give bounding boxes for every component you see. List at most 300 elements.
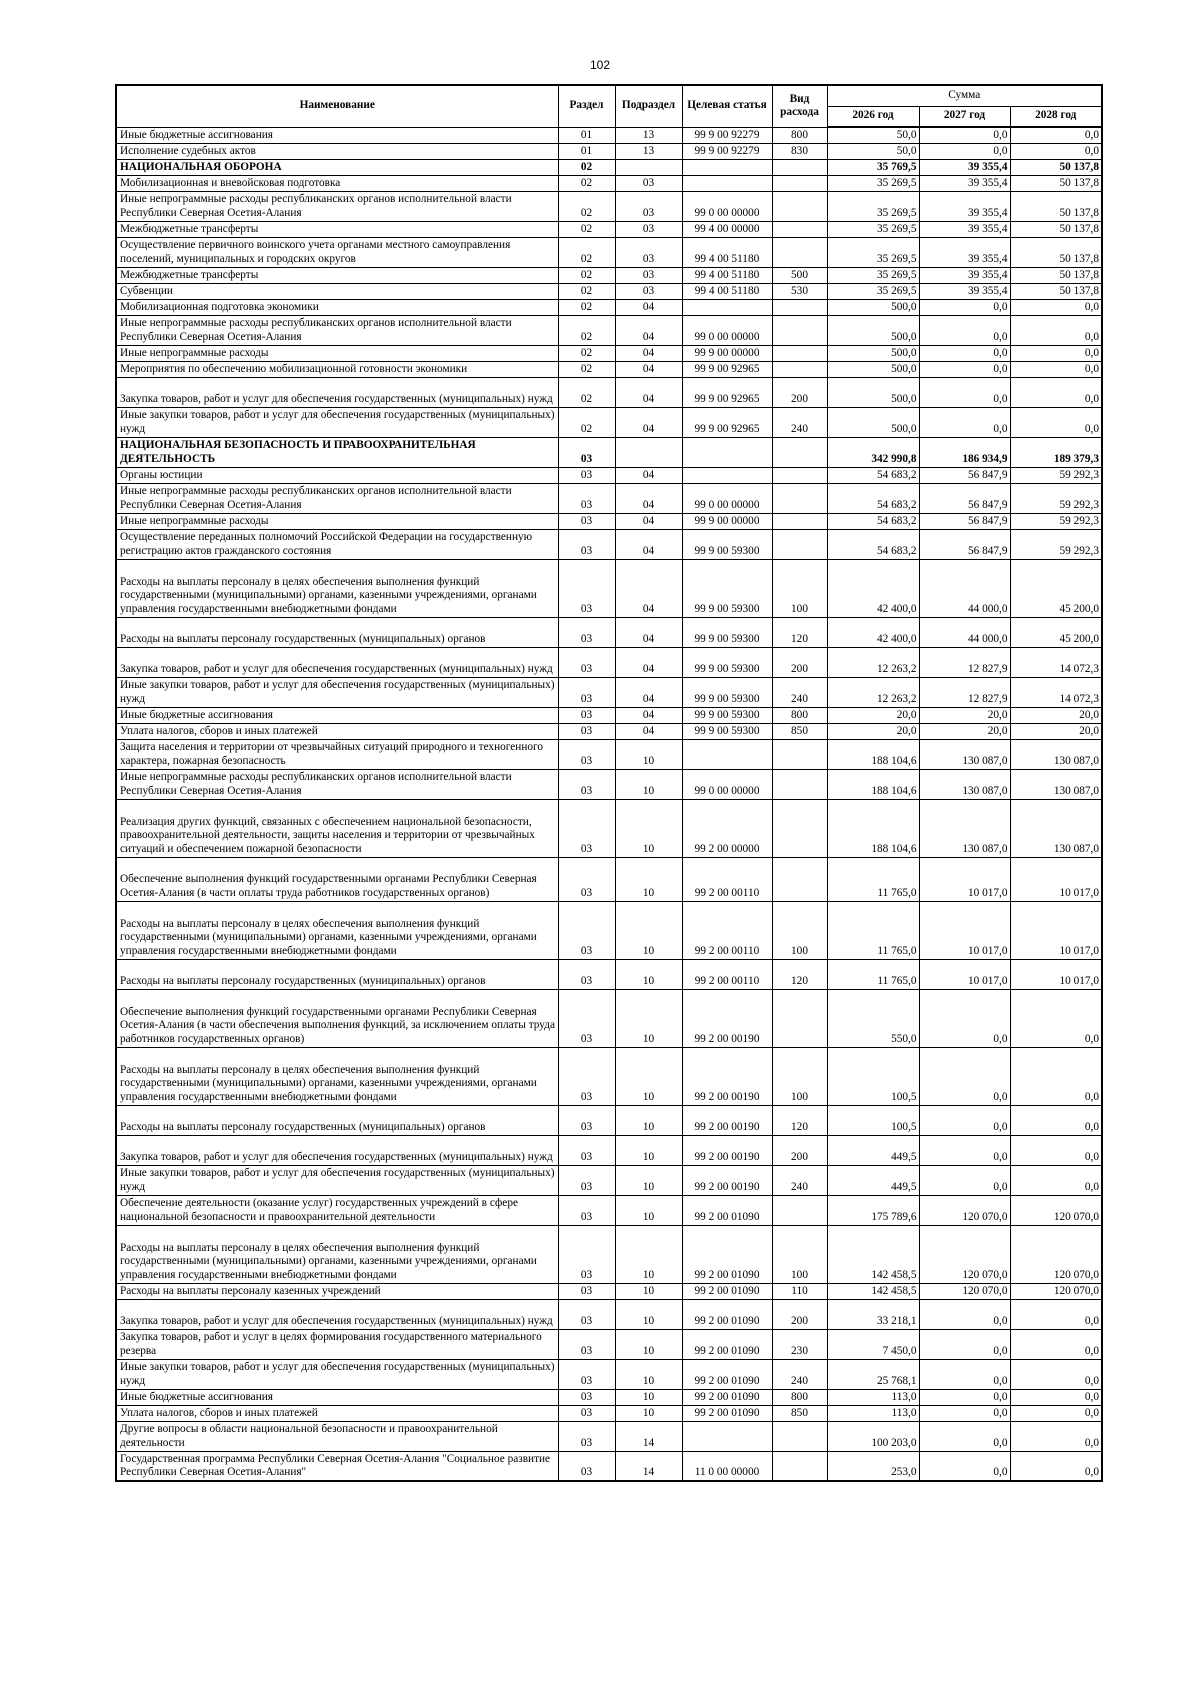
- row-target-article: 99 2 00 00190: [682, 989, 772, 1047]
- row-expense-type: 240: [772, 1165, 827, 1195]
- row-amount-2028: 189 379,3: [1010, 437, 1102, 467]
- row-amount-2027: 0,0: [919, 1165, 1010, 1195]
- row-name: Иные бюджетные ассигнования: [116, 1389, 558, 1405]
- row-amount-2028: 59 292,3: [1010, 529, 1102, 559]
- row-target-article: 99 9 00 92279: [682, 143, 772, 159]
- row-section: 02: [558, 283, 615, 299]
- row-amount-2028: 59 292,3: [1010, 513, 1102, 529]
- table-row: [116, 707, 1102, 723]
- row-target-article: 99 2 00 00110: [682, 901, 772, 959]
- row-amount-2027: 0,0: [919, 1359, 1010, 1389]
- row-section: 03: [558, 1421, 615, 1451]
- row-amount-2026: 54 683,2: [827, 467, 919, 483]
- row-amount-2027: 0,0: [919, 1047, 1010, 1105]
- table-row: [116, 617, 1102, 647]
- page-number: 102: [589, 58, 611, 72]
- table-row: [116, 437, 1102, 467]
- row-name: Обеспечение деятельности (оказание услуг) государственных учреждений в сфере национальной безопасности и правоохранительной деятельности: [116, 1195, 558, 1225]
- row-section: 03: [558, 799, 615, 857]
- table-row: [116, 143, 1102, 159]
- row-target-article: 99 2 00 00190: [682, 1047, 772, 1105]
- row-amount-2026: 500,0: [827, 299, 919, 315]
- row-section: 02: [558, 175, 615, 191]
- row-section: 01: [558, 127, 615, 143]
- row-name: Иные непрограммные расходы республиканских органов исполнительной власти Республики Северная Осетия-Алания: [116, 769, 558, 799]
- row-target-article: [682, 467, 772, 483]
- row-amount-2027: 39 355,4: [919, 175, 1010, 191]
- row-amount-2027: 0,0: [919, 1105, 1010, 1135]
- row-subsection: 10: [615, 1165, 682, 1195]
- row-name: Иные бюджетные ассигнования: [116, 707, 558, 723]
- row-subsection: 04: [615, 483, 682, 513]
- row-expense-type: [772, 221, 827, 237]
- table-row: [116, 361, 1102, 377]
- row-amount-2026: 342 990,8: [827, 437, 919, 467]
- row-name: Защита населения и территории от чрезвычайных ситуаций природного и техногенного характера, пожарная безопасность: [116, 739, 558, 769]
- row-amount-2026: 188 104,6: [827, 739, 919, 769]
- row-subsection: 03: [615, 191, 682, 221]
- row-expense-type: 800: [772, 127, 827, 143]
- row-name: Расходы на выплаты персоналу в целях обеспечения выполнения функций государственными (муниципальными) органами, казенными учреждениями, органами управления государственными внебюджетными фондами: [116, 1225, 558, 1283]
- row-section: 03: [558, 437, 615, 467]
- row-section: 03: [558, 723, 615, 739]
- row-expense-type: [772, 191, 827, 221]
- row-name: Расходы на выплаты персоналу в целях обеспечения выполнения функций государственными (муниципальными) органами, казенными учреждениями, органами управления государственными внебюджетными фондами: [116, 559, 558, 617]
- row-subsection: 10: [615, 769, 682, 799]
- row-expense-type: 120: [772, 959, 827, 989]
- row-section: 02: [558, 221, 615, 237]
- row-amount-2026: 20,0: [827, 723, 919, 739]
- row-amount-2026: 33 218,1: [827, 1299, 919, 1329]
- row-section: 03: [558, 769, 615, 799]
- row-expense-type: 500: [772, 267, 827, 283]
- row-amount-2026: 42 400,0: [827, 559, 919, 617]
- row-section: 03: [558, 1105, 615, 1135]
- table-row: [116, 1283, 1102, 1299]
- table-row: [116, 483, 1102, 513]
- row-amount-2028: 120 070,0: [1010, 1283, 1102, 1299]
- row-name: Расходы на выплаты персоналу в целях обеспечения выполнения функций государственными (муниципальными) органами, казенными учреждениями, органами управления государственными внебюджетными фондами: [116, 1047, 558, 1105]
- row-target-article: 99 9 00 92279: [682, 127, 772, 143]
- header-year-2027: 2027 год: [919, 106, 1010, 127]
- row-expense-type: [772, 159, 827, 175]
- row-section: 03: [558, 1299, 615, 1329]
- row-amount-2028: 0,0: [1010, 345, 1102, 361]
- table-row: [116, 1451, 1102, 1481]
- row-amount-2028: 130 087,0: [1010, 739, 1102, 769]
- row-amount-2028: 50 137,8: [1010, 221, 1102, 237]
- row-amount-2027: 20,0: [919, 723, 1010, 739]
- row-expense-type: [772, 1451, 827, 1481]
- table-row: [116, 377, 1102, 407]
- row-amount-2026: 12 263,2: [827, 677, 919, 707]
- row-section: 03: [558, 647, 615, 677]
- row-expense-type: [772, 437, 827, 467]
- table-row: [116, 1225, 1102, 1283]
- row-amount-2027: 0,0: [919, 989, 1010, 1047]
- row-amount-2028: 45 200,0: [1010, 617, 1102, 647]
- row-amount-2028: 45 200,0: [1010, 559, 1102, 617]
- row-subsection: 10: [615, 1329, 682, 1359]
- row-target-article: 99 9 00 59300: [682, 559, 772, 617]
- row-expense-type: [772, 361, 827, 377]
- row-amount-2027: 0,0: [919, 143, 1010, 159]
- row-amount-2026: 500,0: [827, 377, 919, 407]
- row-amount-2028: 0,0: [1010, 1329, 1102, 1359]
- row-subsection: 10: [615, 1047, 682, 1105]
- row-amount-2026: 113,0: [827, 1405, 919, 1421]
- row-amount-2027: 130 087,0: [919, 769, 1010, 799]
- row-amount-2027: 120 070,0: [919, 1283, 1010, 1299]
- row-target-article: 99 0 00 00000: [682, 191, 772, 221]
- table-row: [116, 959, 1102, 989]
- row-subsection: 10: [615, 1195, 682, 1225]
- row-section: 03: [558, 559, 615, 617]
- row-amount-2028: 0,0: [1010, 1451, 1102, 1481]
- row-amount-2027: 12 827,9: [919, 677, 1010, 707]
- row-amount-2028: 14 072,3: [1010, 647, 1102, 677]
- row-section: 03: [558, 959, 615, 989]
- row-amount-2027: 130 087,0: [919, 799, 1010, 857]
- row-expense-type: [772, 529, 827, 559]
- row-target-article: 99 4 00 00000: [682, 221, 772, 237]
- row-amount-2028: 0,0: [1010, 407, 1102, 437]
- row-amount-2027: 39 355,4: [919, 221, 1010, 237]
- row-expense-type: 100: [772, 1047, 827, 1105]
- row-subsection: 10: [615, 901, 682, 959]
- header-year-2028: 2028 год: [1010, 106, 1102, 127]
- row-name: Иные закупки товаров, работ и услуг для обеспечения государственных (муниципальных) нужд: [116, 1359, 558, 1389]
- row-amount-2028: 50 137,8: [1010, 175, 1102, 191]
- row-expense-type: [772, 1421, 827, 1451]
- row-amount-2028: 59 292,3: [1010, 483, 1102, 513]
- row-amount-2027: 120 070,0: [919, 1195, 1010, 1225]
- row-section: 03: [558, 677, 615, 707]
- row-subsection: 10: [615, 1135, 682, 1165]
- table-body: [116, 127, 1102, 1481]
- row-target-article: 99 2 00 01090: [682, 1405, 772, 1421]
- row-amount-2026: 500,0: [827, 345, 919, 361]
- table-row: [116, 191, 1102, 221]
- row-subsection: 04: [615, 617, 682, 647]
- row-section: 03: [558, 1283, 615, 1299]
- row-expense-type: 240: [772, 407, 827, 437]
- row-name: Осуществление переданных полномочий Российской Федерации на государственную регистрацию актов гражданского состояния: [116, 529, 558, 559]
- row-name: Иные закупки товаров, работ и услуг для обеспечения государственных (муниципальных) нужд: [116, 407, 558, 437]
- row-section: 03: [558, 1165, 615, 1195]
- table-row: [116, 1195, 1102, 1225]
- row-name: Расходы на выплаты персоналу казенных учреждений: [116, 1283, 558, 1299]
- row-section: 03: [558, 901, 615, 959]
- row-section: 02: [558, 159, 615, 175]
- table-row: [116, 467, 1102, 483]
- row-subsection: 04: [615, 407, 682, 437]
- row-name: Государственная программа Республики Северная Осетия-Алания "Социальное развитие Республики Северная Осетия-Алания": [116, 1451, 558, 1481]
- table-row: [116, 739, 1102, 769]
- row-amount-2026: 35 269,5: [827, 191, 919, 221]
- row-amount-2026: 175 789,6: [827, 1195, 919, 1225]
- row-name: Закупка товаров, работ и услуг для обеспечения государственных (муниципальных) нужд: [116, 647, 558, 677]
- row-section: 03: [558, 1405, 615, 1421]
- row-amount-2028: 50 137,8: [1010, 283, 1102, 299]
- table-row: [116, 1405, 1102, 1421]
- table-row: [116, 559, 1102, 617]
- row-section: 03: [558, 1329, 615, 1359]
- row-amount-2026: 20,0: [827, 707, 919, 723]
- row-subsection: 10: [615, 989, 682, 1047]
- row-target-article: 99 2 00 00110: [682, 857, 772, 901]
- row-expense-type: 100: [772, 559, 827, 617]
- row-name: Уплата налогов, сборов и иных платежей: [116, 1405, 558, 1421]
- row-target-article: 11 0 00 00000: [682, 1451, 772, 1481]
- row-subsection: 14: [615, 1451, 682, 1481]
- row-amount-2026: 12 263,2: [827, 647, 919, 677]
- row-name: Иные непрограммные расходы республиканских органов исполнительной власти Республики Северная Осетия-Алания: [116, 483, 558, 513]
- row-name: Мобилизационная подготовка экономики: [116, 299, 558, 315]
- row-section: 03: [558, 617, 615, 647]
- row-amount-2026: 35 769,5: [827, 159, 919, 175]
- row-amount-2028: 0,0: [1010, 1421, 1102, 1451]
- row-expense-type: [772, 769, 827, 799]
- row-amount-2026: 50,0: [827, 143, 919, 159]
- row-subsection: 03: [615, 237, 682, 267]
- row-amount-2026: 142 458,5: [827, 1283, 919, 1299]
- row-target-article: [682, 299, 772, 315]
- header-subsection: Подраздел: [615, 85, 682, 127]
- row-section: 02: [558, 299, 615, 315]
- row-name: Субвенции: [116, 283, 558, 299]
- row-expense-type: 120: [772, 617, 827, 647]
- row-amount-2028: 0,0: [1010, 1047, 1102, 1105]
- row-name: Закупка товаров, работ и услуг для обеспечения государственных (муниципальных) нужд: [116, 1135, 558, 1165]
- row-amount-2027: 56 847,9: [919, 467, 1010, 483]
- row-amount-2026: 253,0: [827, 1451, 919, 1481]
- row-subsection: 04: [615, 345, 682, 361]
- row-expense-type: [772, 799, 827, 857]
- row-name: Иные закупки товаров, работ и услуг для обеспечения государственных (муниципальных) нужд: [116, 677, 558, 707]
- row-expense-type: 200: [772, 647, 827, 677]
- table-row: [116, 647, 1102, 677]
- row-target-article: 99 9 00 00000: [682, 345, 772, 361]
- row-subsection: [615, 159, 682, 175]
- row-subsection: 03: [615, 175, 682, 191]
- row-section: 01: [558, 143, 615, 159]
- row-expense-type: 830: [772, 143, 827, 159]
- budget-table: [115, 84, 1103, 1482]
- row-name: Расходы на выплаты персоналу в целях обеспечения выполнения функций государственными (муниципальными) органами, казенными учреждениями, органами управления государственными внебюджетными фондами: [116, 901, 558, 959]
- row-section: 03: [558, 707, 615, 723]
- row-amount-2026: 500,0: [827, 407, 919, 437]
- row-amount-2027: 0,0: [919, 127, 1010, 143]
- row-amount-2027: 39 355,4: [919, 159, 1010, 175]
- row-amount-2026: 54 683,2: [827, 483, 919, 513]
- table-row: [116, 299, 1102, 315]
- row-amount-2028: 0,0: [1010, 299, 1102, 315]
- row-target-article: [682, 1421, 772, 1451]
- row-section: 02: [558, 407, 615, 437]
- row-amount-2026: 50,0: [827, 127, 919, 143]
- row-target-article: 99 4 00 51180: [682, 267, 772, 283]
- row-section: 03: [558, 1047, 615, 1105]
- row-subsection: 03: [615, 283, 682, 299]
- row-section: 03: [558, 989, 615, 1047]
- row-expense-type: 230: [772, 1329, 827, 1359]
- row-amount-2026: 113,0: [827, 1389, 919, 1405]
- row-amount-2027: 0,0: [919, 315, 1010, 345]
- row-subsection: 10: [615, 959, 682, 989]
- row-amount-2027: 0,0: [919, 1451, 1010, 1481]
- row-expense-type: [772, 739, 827, 769]
- row-expense-type: [772, 989, 827, 1047]
- row-expense-type: 530: [772, 283, 827, 299]
- row-section: 03: [558, 1451, 615, 1481]
- row-amount-2026: 550,0: [827, 989, 919, 1047]
- row-subsection: 04: [615, 647, 682, 677]
- row-amount-2028: 0,0: [1010, 377, 1102, 407]
- row-amount-2026: 100 203,0: [827, 1421, 919, 1451]
- row-amount-2027: 44 000,0: [919, 617, 1010, 647]
- row-target-article: 99 2 00 01090: [682, 1225, 772, 1283]
- row-name: Иные непрограммные расходы: [116, 513, 558, 529]
- row-amount-2026: 35 269,5: [827, 267, 919, 283]
- table-row: [116, 221, 1102, 237]
- row-amount-2028: 0,0: [1010, 361, 1102, 377]
- row-name: Уплата налогов, сборов и иных платежей: [116, 723, 558, 739]
- table-row: [116, 1421, 1102, 1451]
- row-amount-2027: 0,0: [919, 299, 1010, 315]
- row-target-article: [682, 175, 772, 191]
- row-name: Закупка товаров, работ и услуг для обеспечения государственных (муниципальных) нужд: [116, 377, 558, 407]
- table-row: [116, 315, 1102, 345]
- table-row: [116, 799, 1102, 857]
- row-amount-2026: 11 765,0: [827, 959, 919, 989]
- row-section: 03: [558, 467, 615, 483]
- row-amount-2026: 54 683,2: [827, 529, 919, 559]
- row-target-article: 99 2 00 01090: [682, 1195, 772, 1225]
- table-row: [116, 529, 1102, 559]
- row-amount-2028: 50 137,8: [1010, 191, 1102, 221]
- row-amount-2028: 10 017,0: [1010, 901, 1102, 959]
- row-amount-2026: 42 400,0: [827, 617, 919, 647]
- row-amount-2028: 14 072,3: [1010, 677, 1102, 707]
- row-expense-type: 800: [772, 1389, 827, 1405]
- row-subsection: 04: [615, 467, 682, 483]
- row-subsection: 04: [615, 723, 682, 739]
- row-name: Исполнение судебных актов: [116, 143, 558, 159]
- row-section: 03: [558, 1389, 615, 1405]
- row-amount-2028: 0,0: [1010, 1105, 1102, 1135]
- row-target-article: 99 2 00 01090: [682, 1283, 772, 1299]
- row-amount-2028: 130 087,0: [1010, 799, 1102, 857]
- row-subsection: 14: [615, 1421, 682, 1451]
- header-section: Раздел: [558, 85, 615, 127]
- row-amount-2027: 0,0: [919, 1135, 1010, 1165]
- row-amount-2027: 44 000,0: [919, 559, 1010, 617]
- row-expense-type: [772, 345, 827, 361]
- row-amount-2027: 39 355,4: [919, 283, 1010, 299]
- row-expense-type: [772, 175, 827, 191]
- row-expense-type: 200: [772, 1135, 827, 1165]
- row-target-article: 99 2 00 01090: [682, 1329, 772, 1359]
- table-row: [116, 175, 1102, 191]
- row-expense-type: [772, 299, 827, 315]
- row-section: 03: [558, 739, 615, 769]
- row-name: Иные непрограммные расходы: [116, 345, 558, 361]
- row-amount-2028: 20,0: [1010, 707, 1102, 723]
- row-amount-2027: 10 017,0: [919, 857, 1010, 901]
- row-amount-2026: 7 450,0: [827, 1329, 919, 1359]
- row-name: Иные непрограммные расходы республиканских органов исполнительной власти Республики Северная Осетия-Алания: [116, 191, 558, 221]
- row-amount-2027: 39 355,4: [919, 191, 1010, 221]
- row-name: Обеспечение выполнения функций государственными органами Республики Северная Осетия-Алания (в части оплаты труда работников государственных органов): [116, 857, 558, 901]
- table-row: [116, 1389, 1102, 1405]
- row-amount-2028: 0,0: [1010, 1165, 1102, 1195]
- header-sum: Сумма: [827, 85, 1102, 106]
- row-section: 02: [558, 345, 615, 361]
- row-expense-type: [772, 237, 827, 267]
- row-subsection: [615, 437, 682, 467]
- row-subsection: 10: [615, 1299, 682, 1329]
- row-target-article: 99 0 00 00000: [682, 483, 772, 513]
- row-subsection: 04: [615, 707, 682, 723]
- row-amount-2028: 0,0: [1010, 1389, 1102, 1405]
- row-target-article: [682, 159, 772, 175]
- table-row: [116, 1105, 1102, 1135]
- row-subsection: 10: [615, 1225, 682, 1283]
- row-amount-2027: 0,0: [919, 1421, 1010, 1451]
- row-amount-2027: 0,0: [919, 1405, 1010, 1421]
- row-target-article: 99 2 00 01090: [682, 1299, 772, 1329]
- row-amount-2028: 10 017,0: [1010, 959, 1102, 989]
- row-amount-2026: 35 269,5: [827, 221, 919, 237]
- row-amount-2026: 35 269,5: [827, 283, 919, 299]
- table-row: [116, 127, 1102, 143]
- row-amount-2027: 0,0: [919, 407, 1010, 437]
- row-subsection: 10: [615, 857, 682, 901]
- row-target-article: 99 9 00 92965: [682, 361, 772, 377]
- row-amount-2026: 142 458,5: [827, 1225, 919, 1283]
- row-amount-2028: 10 017,0: [1010, 857, 1102, 901]
- table-row: [116, 857, 1102, 901]
- row-name: Иные непрограммные расходы республиканских органов исполнительной власти Республики Северная Осетия-Алания: [116, 315, 558, 345]
- row-expense-type: [772, 315, 827, 345]
- row-amount-2027: 12 827,9: [919, 647, 1010, 677]
- row-target-article: 99 9 00 59300: [682, 617, 772, 647]
- row-amount-2028: 0,0: [1010, 1299, 1102, 1329]
- row-amount-2028: 59 292,3: [1010, 467, 1102, 483]
- table-row: [116, 1135, 1102, 1165]
- row-target-article: 99 9 00 59300: [682, 647, 772, 677]
- row-amount-2026: 449,5: [827, 1135, 919, 1165]
- row-target-article: 99 0 00 00000: [682, 769, 772, 799]
- row-name: Расходы на выплаты персоналу государственных (муниципальных) органов: [116, 617, 558, 647]
- table-row: [116, 677, 1102, 707]
- row-target-article: 99 2 00 00190: [682, 1165, 772, 1195]
- table-row: [116, 267, 1102, 283]
- row-expense-type: [772, 857, 827, 901]
- row-expense-type: 200: [772, 377, 827, 407]
- row-section: 03: [558, 513, 615, 529]
- row-subsection: 04: [615, 559, 682, 617]
- row-section: 02: [558, 267, 615, 283]
- row-expense-type: 240: [772, 1359, 827, 1389]
- row-expense-type: [772, 483, 827, 513]
- row-target-article: 99 0 00 00000: [682, 315, 772, 345]
- row-subsection: 03: [615, 267, 682, 283]
- row-expense-type: 120: [772, 1105, 827, 1135]
- table-row: [116, 513, 1102, 529]
- row-target-article: 99 2 00 00000: [682, 799, 772, 857]
